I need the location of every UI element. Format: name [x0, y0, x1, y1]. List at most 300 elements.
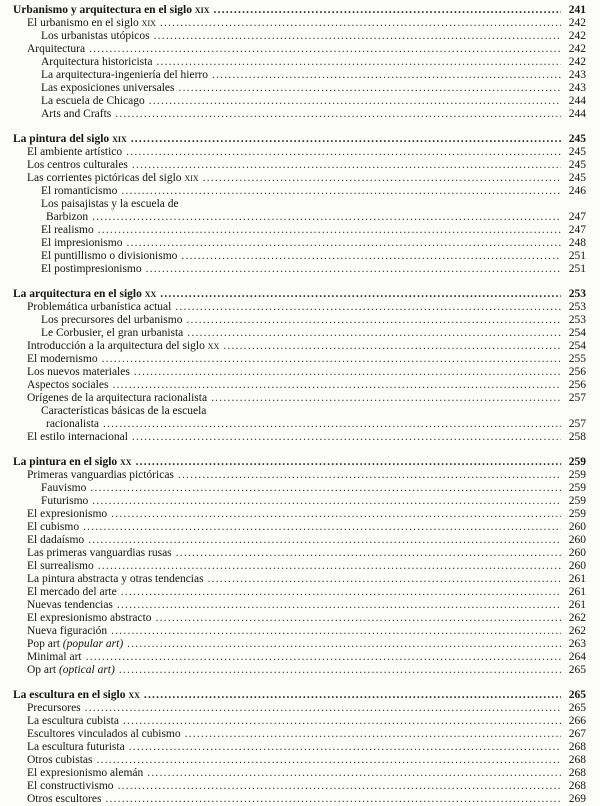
dot-leader: [175, 301, 561, 314]
dot-leader: [144, 689, 561, 702]
plain-text: El puntillismo o divisionismo: [41, 250, 178, 262]
dot-leader: [92, 495, 561, 508]
page-number: 244: [568, 108, 586, 120]
toc-entry-row: [13, 43, 586, 56]
plain-text: El urbanismo en el siglo: [27, 17, 142, 29]
page-number: 259: [568, 508, 586, 520]
page-number: 251: [568, 250, 586, 262]
plain-text: La arquitectura-ingeniería del hierro: [41, 69, 208, 81]
page-number: 267: [568, 728, 586, 740]
plain-text: Fauvismo: [41, 482, 87, 494]
page-number: 269: [568, 793, 586, 805]
toc-entry-row: [13, 198, 586, 211]
plain-text: La escuela de Chicago: [41, 95, 145, 107]
page-number: 259: [568, 456, 586, 468]
plain-text: La escultura futurista: [27, 741, 125, 753]
plain-text: Pop art: [27, 638, 63, 650]
toc-entry-row: [13, 521, 586, 534]
toc-entry-text: [27, 638, 123, 651]
page-number: 245: [568, 146, 586, 158]
toc-entry-text: [41, 82, 175, 95]
page-number: 265: [568, 689, 586, 701]
plain-text: Nueva figuración: [27, 625, 108, 637]
toc-entry-row: [13, 146, 586, 159]
plain-text: Aspectos sociales: [27, 379, 109, 391]
dot-leader: [85, 702, 561, 715]
page-number: 241: [568, 4, 586, 16]
page-number: 265: [568, 702, 586, 714]
page-number: 247: [568, 211, 586, 223]
plain-text: El ambiente artístico: [27, 146, 123, 158]
dot-leader: [149, 95, 561, 108]
toc-entry-row: [13, 418, 586, 431]
toc-entry-row: [13, 392, 586, 405]
toc-entry-row: [13, 327, 586, 340]
page-number: 259: [568, 495, 586, 507]
toc-entry-row: [13, 108, 586, 121]
plain-text: El dadaísmo: [27, 534, 85, 546]
toc-entry-text: [27, 754, 92, 767]
toc-entry-text: [27, 379, 108, 392]
dot-leader: [178, 469, 561, 482]
page-number: 244: [568, 95, 586, 107]
plain-text: La pintura en el siglo: [13, 456, 121, 468]
plain-text: Precursores: [27, 702, 81, 714]
dot-leader: [181, 250, 561, 263]
plain-text: Características básicas de la escuela: [41, 405, 207, 417]
plain-text: El expresionismo alemán: [27, 767, 144, 779]
toc-entry-text: [27, 702, 81, 715]
section-gap: [13, 677, 586, 689]
toc-entry-text: [41, 327, 183, 340]
page-number: 260: [568, 534, 586, 546]
roman-numeral-smallcaps: xx: [128, 689, 140, 701]
plain-text: Arquitectura historicista: [41, 56, 153, 68]
page-number: 248: [568, 237, 586, 249]
dot-leader: [121, 586, 561, 599]
dot-leader: [146, 263, 561, 276]
plain-text: El impresionismo: [41, 237, 123, 249]
roman-numeral-smallcaps: xx: [207, 340, 220, 352]
plain-text: El modernismo: [27, 353, 98, 365]
dot-leader: [96, 754, 561, 767]
toc-entry-text: [27, 664, 115, 677]
toc-entry-row: [13, 211, 586, 224]
plain-text: Arquitectura: [27, 43, 86, 55]
page-number: 261: [568, 573, 586, 585]
toc-entry-text: [27, 159, 128, 172]
toc-entry-text: [13, 4, 210, 17]
dot-leader: [111, 625, 561, 638]
page-number: 245: [568, 172, 586, 184]
toc-entry-row: [13, 172, 586, 185]
page-number: 261: [568, 599, 586, 611]
section-gap: [13, 121, 586, 133]
dot-leader: [154, 30, 561, 43]
dot-leader: [185, 728, 561, 741]
dot-leader: [88, 534, 561, 547]
toc-list: [13, 4, 586, 806]
page-number: 243: [568, 69, 586, 81]
toc-entry-text: [41, 405, 206, 418]
italic-text: (optical art): [58, 664, 115, 676]
toc-entry-row: [13, 159, 586, 172]
toc-chapter-row: [13, 288, 586, 301]
dot-leader: [136, 456, 561, 469]
toc-entry-row: [13, 573, 586, 586]
page-number: 253: [568, 314, 586, 326]
plain-text: Escultores vinculados al cubismo: [27, 728, 181, 740]
plain-text: El romanticismo: [41, 185, 118, 197]
toc-entry-text: [13, 288, 156, 301]
plain-text: Las primeras vanguardias rusas: [27, 547, 172, 559]
toc-entry-row: [13, 237, 586, 250]
dot-leader: [112, 379, 561, 392]
toc-entry-text: [27, 43, 85, 56]
toc-entry-row: [13, 586, 586, 599]
toc-entry-text: [41, 314, 182, 327]
plain-text: Los urbanistas utópicos: [41, 30, 150, 42]
dot-leader: [223, 340, 561, 353]
plain-text: Futurismo: [41, 495, 89, 507]
toc-entry-row: [13, 664, 586, 677]
dot-leader: [156, 612, 561, 625]
page-number: 259: [568, 469, 586, 481]
toc-entry-text: [27, 146, 122, 159]
dot-leader: [187, 327, 561, 340]
page-number: 260: [568, 521, 586, 533]
dot-leader: [132, 431, 561, 444]
toc-entry-text: [27, 547, 172, 560]
toc-entry-row: [13, 560, 586, 573]
toc-entry-row: [13, 495, 586, 508]
toc-entry-text: [27, 599, 113, 612]
dot-leader: [129, 741, 561, 754]
plain-text: Las corrientes pictóricas del siglo: [27, 172, 185, 184]
toc-entry-text: [41, 69, 208, 82]
plain-text: Arts and Crafts: [41, 108, 112, 120]
toc-entry-text: [46, 418, 99, 431]
plain-text: Op art: [27, 664, 59, 676]
dot-leader: [118, 780, 561, 793]
plain-text: Otros cubistas: [27, 754, 93, 766]
dot-leader: [98, 224, 561, 237]
dot-leader: [156, 56, 561, 69]
page-number: 251: [568, 263, 586, 275]
toc-entry-row: [13, 366, 586, 379]
page-number: 268: [568, 780, 586, 792]
toc-entry-row: [13, 702, 586, 715]
toc-entry-row: [13, 599, 586, 612]
toc-entry-row: [13, 379, 586, 392]
toc-entry-row: [13, 534, 586, 547]
plain-text: Barbizon: [46, 211, 89, 223]
page-number: 259: [568, 482, 586, 494]
toc-entry-row: [13, 651, 586, 664]
toc-entry-text: [27, 172, 199, 185]
toc-entry-text: [27, 741, 125, 754]
plain-text: Los centros culturales: [27, 159, 128, 171]
toc-entry-text: [41, 198, 179, 211]
roman-numeral-smallcaps: xix: [184, 172, 199, 184]
roman-numeral-smallcaps: xx: [120, 456, 132, 468]
plain-text: El constructivismo: [27, 780, 114, 792]
toc-entry-text: [27, 573, 204, 586]
plain-text: Los precursores del urbanismo: [41, 314, 183, 326]
page-number: 264: [568, 651, 586, 663]
page-number: 253: [568, 288, 586, 300]
toc-entry-row: [13, 263, 586, 276]
toc-entry-row: [13, 741, 586, 754]
toc-entry-row: [13, 95, 586, 108]
page-number: 258: [568, 431, 586, 443]
page-number: 242: [568, 43, 586, 55]
page-number: 243: [568, 82, 586, 94]
toc-entry-row: [13, 185, 586, 198]
dot-leader: [208, 573, 561, 586]
toc-entry-text: [27, 793, 101, 806]
dot-leader: [134, 366, 561, 379]
toc-chapter-row: [13, 4, 586, 17]
toc-entry-text: [41, 237, 122, 250]
page-number: 242: [568, 56, 586, 68]
dot-leader: [115, 108, 561, 121]
page-number: 265: [568, 664, 586, 676]
toc-entry-text: [13, 689, 140, 702]
dot-leader: [90, 482, 561, 495]
toc-entry-row: [13, 69, 586, 82]
plain-text: El estilo internacional: [27, 431, 128, 443]
plain-text: El expresionismo: [27, 508, 108, 520]
dot-leader: [131, 133, 561, 146]
toc-entry-row: [13, 625, 586, 638]
toc-entry-text: [41, 95, 145, 108]
toc-entry-text: [27, 767, 143, 780]
toc-entry-text: [41, 224, 94, 237]
toc-entry-row: [13, 612, 586, 625]
toc-entry-row: [13, 405, 586, 418]
dot-leader: [176, 547, 561, 560]
dot-leader: [119, 664, 561, 677]
page-number: 263: [568, 638, 586, 650]
dot-leader: [179, 82, 562, 95]
page-number: 256: [568, 379, 586, 391]
toc-entry-text: [41, 185, 117, 198]
plain-text: El realismo: [41, 224, 94, 236]
dot-leader: [186, 314, 561, 327]
roman-numeral-smallcaps: xix: [112, 133, 127, 145]
toc-chapter-row: [13, 689, 586, 702]
toc-entry-row: [13, 547, 586, 560]
page-number: 246: [568, 185, 586, 197]
page-number: 260: [568, 547, 586, 559]
plain-text: El surrealismo: [27, 560, 94, 572]
toc-entry-text: [27, 728, 181, 741]
page-number: 242: [568, 17, 586, 29]
page-number: 245: [568, 159, 586, 171]
page-number: 255: [568, 353, 586, 365]
toc-entry-text: [13, 456, 132, 469]
section-gap: [13, 276, 586, 288]
toc-entry-row: [13, 353, 586, 366]
plain-text: La pintura abstracta y otras tendencias: [27, 573, 204, 585]
plain-text: Problemática urbanística actual: [27, 301, 172, 313]
section-gap: [13, 444, 586, 456]
plain-text: Minimal art: [27, 651, 82, 663]
toc-entry-text: [27, 586, 117, 599]
toc-entry-row: [13, 793, 586, 806]
toc-entry-text: [27, 780, 114, 793]
italic-text: (popular art): [62, 638, 124, 650]
plain-text: Le Corbusier, el gran urbanista: [41, 327, 184, 339]
page-number: 268: [568, 741, 586, 753]
toc-entry-row: [13, 250, 586, 263]
toc-entry-row: [13, 82, 586, 95]
page-number: 266: [568, 715, 586, 727]
page-number: 253: [568, 301, 586, 313]
toc-entry-text: [27, 625, 107, 638]
toc-entry-text: [27, 651, 82, 664]
toc-entry-text: [41, 263, 142, 276]
roman-numeral-smallcaps: xix: [194, 4, 210, 16]
page-number: 261: [568, 586, 586, 598]
plain-text: La arquitectura en el siglo: [13, 288, 145, 300]
plain-text: El cubismo: [27, 521, 80, 533]
dot-leader: [212, 69, 561, 82]
dot-leader: [102, 353, 561, 366]
toc-entry-text: [41, 495, 88, 508]
dot-leader: [160, 17, 561, 30]
plain-text: La escultura cubista: [27, 715, 119, 727]
toc-entry-row: [13, 482, 586, 495]
plain-text: Urbanismo y arquitectura en el siglo: [13, 4, 195, 16]
toc-entry-text: [27, 560, 94, 573]
plain-text: Los paisajistas y la escuela de: [41, 198, 179, 210]
dot-leader: [123, 715, 561, 728]
dot-leader: [160, 288, 561, 301]
dot-leader: [86, 651, 561, 664]
toc-entry-text: [27, 469, 174, 482]
toc-entry-text: [41, 30, 150, 43]
page-number: 245: [568, 133, 586, 145]
toc-entry-row: [13, 469, 586, 482]
dot-leader: [92, 211, 561, 224]
toc-entry-text: [27, 366, 130, 379]
toc-entry-text: [41, 250, 177, 263]
plain-text: La escultura en el siglo: [13, 689, 129, 701]
dot-leader: [126, 146, 561, 159]
page-number: 242: [568, 30, 586, 42]
toc-entry-text: [27, 17, 156, 30]
dot-leader: [105, 793, 561, 806]
page-number: 254: [568, 340, 586, 352]
toc-entry-row: [13, 301, 586, 314]
plain-text: El expresionismo abstracto: [27, 612, 152, 624]
page-number: 257: [568, 418, 586, 430]
toc-entry-text: [27, 392, 207, 405]
toc-entry-row: [13, 638, 586, 651]
toc-entry-row: [13, 754, 586, 767]
plain-text: El mercado del arte: [27, 586, 117, 598]
toc-entry-text: [41, 56, 152, 69]
toc-chapter-row: [13, 133, 586, 146]
page-number: 254: [568, 327, 586, 339]
toc-entry-text: [41, 108, 111, 121]
roman-numeral-smallcaps: xix: [141, 17, 156, 29]
dot-leader: [89, 43, 561, 56]
toc-entry-text: [46, 211, 88, 224]
plain-text: Primeras vanguardias pictóricas: [27, 469, 174, 481]
page-number: 257: [568, 392, 586, 404]
dot-leader: [103, 418, 561, 431]
toc-entry-row: [13, 56, 586, 69]
toc-entry-row: [13, 30, 586, 43]
toc-entry-text: [27, 353, 98, 366]
plain-text: El postimpresionismo: [41, 263, 142, 275]
toc-entry-text: [13, 133, 127, 146]
toc-entry-row: [13, 728, 586, 741]
dot-leader: [126, 237, 561, 250]
plain-text: Introducción a la arquitectura del siglo: [27, 340, 208, 352]
dot-leader: [127, 638, 561, 651]
plain-text: Las exposiciones universales: [41, 82, 175, 94]
plain-text: Nuevas tendencias: [27, 599, 113, 611]
toc-entry-row: [13, 224, 586, 237]
page-number: 268: [568, 754, 586, 766]
plain-text: racionalista: [46, 418, 100, 430]
dot-leader: [211, 392, 561, 405]
toc-entry-text: [27, 521, 79, 534]
toc-entry-row: [13, 340, 586, 353]
toc-entry-text: [27, 340, 219, 353]
toc-entry-row: [13, 314, 586, 327]
toc-entry-row: [13, 508, 586, 521]
page-number: 260: [568, 560, 586, 572]
toc-entry-text: [27, 534, 84, 547]
page-number: 262: [568, 612, 586, 624]
toc-entry-text: [27, 508, 107, 521]
plain-text: Otros escultores: [27, 793, 102, 805]
toc-entry-row: [13, 780, 586, 793]
toc-entry-text: [27, 301, 171, 314]
dot-leader: [214, 4, 561, 17]
toc-entry-text: [27, 431, 128, 444]
toc-chapter-row: [13, 456, 586, 469]
page-number: 262: [568, 625, 586, 637]
dot-leader: [203, 172, 561, 185]
dot-leader: [132, 159, 561, 172]
dot-leader: [147, 767, 561, 780]
plain-text: Los nuevos materiales: [27, 366, 130, 378]
plain-text: La pintura del siglo: [13, 133, 113, 145]
toc-entry-text: [27, 715, 119, 728]
dot-leader: [121, 185, 561, 198]
page-number: 268: [568, 767, 586, 779]
toc-entry-row: [13, 767, 586, 780]
dot-leader: [111, 508, 561, 521]
toc-entry-text: [27, 612, 152, 625]
page-number: 256: [568, 366, 586, 378]
toc-entry-row: [13, 431, 586, 444]
roman-numeral-smallcaps: xx: [144, 288, 157, 300]
page-number: 247: [568, 224, 586, 236]
toc-entry-text: [41, 482, 86, 495]
dot-leader: [117, 599, 561, 612]
toc-entry-row: [13, 17, 586, 30]
toc-entry-row: [13, 715, 586, 728]
dot-leader: [83, 521, 561, 534]
plain-text: Orígenes de la arquitectura racionalista: [27, 392, 208, 404]
